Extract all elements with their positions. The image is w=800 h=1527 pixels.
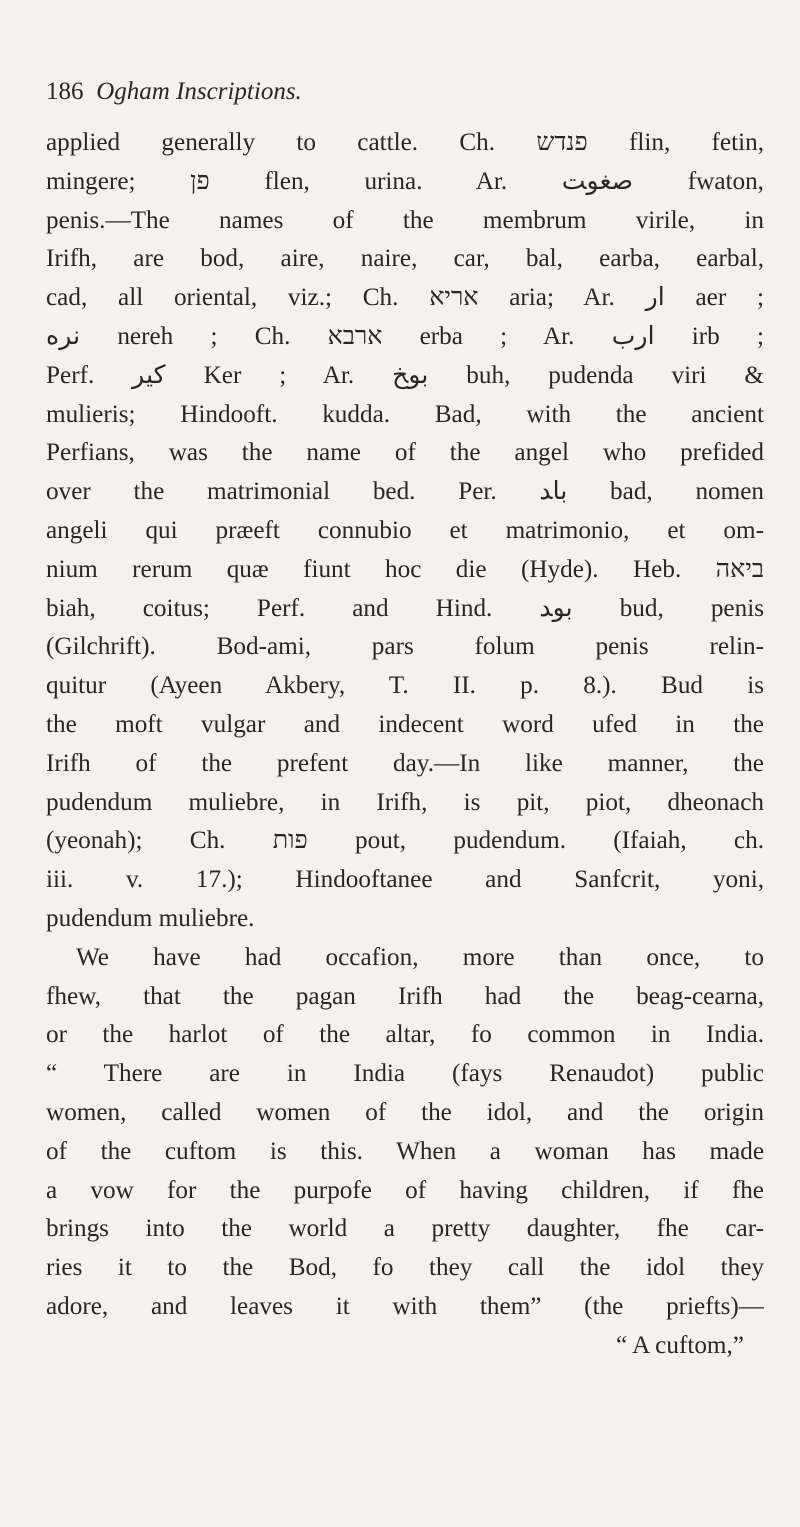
text-line: fhew, that the pagan Irifh had the beag-cearna, xyxy=(46,982,764,1010)
body-text xyxy=(46,124,764,1366)
text-line: Perf. ﻛﻴﺮ Ker ; Ar. ﺑﻮﺦ buh, pudenda viri & xyxy=(46,361,764,389)
text-line: angeli qui præeft connubio et matrimonio, et om- xyxy=(46,516,764,544)
text-line: Irifh of the prefent day.—In like manner, the xyxy=(46,749,764,777)
text-line: or the harlot of the altar, fo common in India. xyxy=(46,1021,764,1049)
text-line: applied generally to cattle. Ch. פנדש flin, fetin, xyxy=(46,129,764,156)
text-line: ﻧﺮﻩ nereh ; Ch. ארבא erba ; Ar. ﺍﺭﺏ irb ; xyxy=(46,322,764,350)
text-line: (Gilchrift). Bod-ami, pars folum penis relin- xyxy=(46,633,764,661)
text-line: pudendum muliebre, in Irifh, is pit, piot, dheonach xyxy=(46,788,764,816)
text-line: pudendum muliebre. xyxy=(46,904,255,932)
text-line: We have had occafion, more than once, to xyxy=(76,943,764,971)
text-line: adore, and leaves it with them” (the priefts)— xyxy=(46,1292,764,1320)
text-line: the moft vulgar and indecent word ufed in the xyxy=(46,710,764,738)
text-line: quitur (Ayeen Akbery, T. II. p. 8.). Bud is xyxy=(46,672,764,700)
page xyxy=(46,0,764,1527)
page-number: 186 xyxy=(46,78,84,105)
running-head xyxy=(46,72,764,112)
text-line: ries it to the Bod, fo they call the idol they xyxy=(46,1254,764,1282)
text-line: iii. v. 17.); Hindooftanee and Sanfcrit, yoni, xyxy=(46,866,764,894)
text-line: brings into the world a pretty daughter, fhe car- xyxy=(46,1215,764,1243)
text-line: of the cuftom is this. When a woman has made xyxy=(46,1137,764,1165)
text-line: biah, coitus; Perf. and Hind. ﺑﻮﺪ bud, penis xyxy=(46,594,764,622)
text-line: mulieris; Hindooft. kudda. Bad, with the ancient xyxy=(46,400,764,428)
text-line: Irifh, are bod, aire, naire, car, bal, earba, earbal, xyxy=(46,245,764,273)
text-line: mingere; פן flen, urina. Ar. ﺻﻐﻮﺖ fwaton, xyxy=(46,167,764,195)
text-line: “ There are in India (fays Renaudot) public xyxy=(46,1060,764,1088)
catchword-line: “ A cuftom,” xyxy=(615,1331,744,1359)
text-line: women, called women of the idol, and the origin xyxy=(46,1098,764,1126)
text-line: Perfians, was the name of the angel who prefided xyxy=(46,439,764,467)
text-line: over the matrimonial bed. Per. ﺑﺎﺪ bad, nomen xyxy=(46,478,764,506)
text-line: cad, all oriental, viz.; Ch. אריא aria; Ar. ﺍﺭ aer ; xyxy=(46,284,764,312)
running-title: Ogham Inscriptions. xyxy=(96,78,302,105)
text-line: a vow for the purpofe of having children, if fhe xyxy=(46,1176,764,1204)
text-line: penis.—The names of the membrum virile, in xyxy=(46,206,764,234)
text-line: (yeonah); Ch. פות pout, pudendum. (Ifaiah, ch. xyxy=(46,827,764,855)
text-line: nium rerum quæ fiunt hoc die (Hyde). Heb. ביאה xyxy=(46,555,764,583)
